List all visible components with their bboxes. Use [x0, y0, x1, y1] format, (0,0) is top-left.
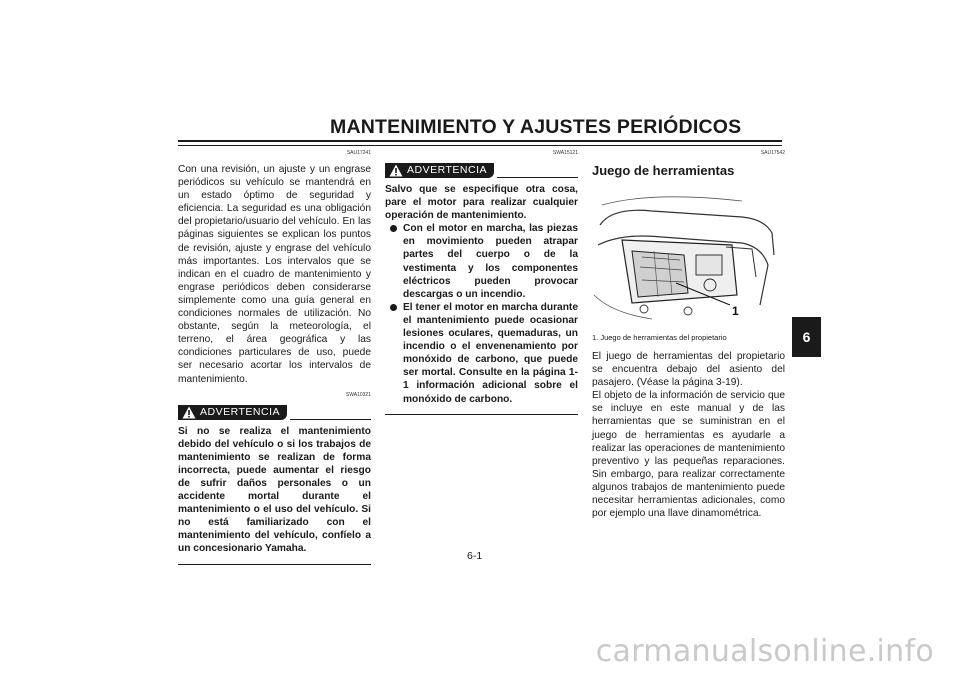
warning-badge: [178, 405, 287, 420]
section-code: SAU17542: [760, 150, 785, 156]
warning-badge: [385, 163, 494, 178]
column-3: [592, 150, 785, 520]
warning-code: SWA15121: [552, 150, 578, 156]
warning-label: ADVERTENCIA: [407, 164, 487, 176]
list-item: El tener el motor en marcha durante el mantenimiento puede ocasionar lesiones oculares, quemaduras, un incendio o el envenenamiento por monóxido de carbono, que puede ser mortal. Consulte en la página 1-1 información adicional sobre el monóxido de carbono.: [385, 301, 578, 406]
figure-callout-number: 1: [732, 304, 739, 318]
paragraph: El juego de herramientas del propietario se encuentra debajo del asiento del pasajero. (Véase la página 3-19).: [592, 351, 785, 389]
bullet-icon: [390, 225, 397, 232]
intro-paragraph: Con una revisión, un ajuste y un engrase periódicos su vehículo se mantendrá en un estado óptimo de seguridad y eficiencia. La seguridad es una obligación del propietario/usuario del vehículo. En las páginas siguientes se explican los puntos de revisión, ajuste y engrase del vehículo más importantes. Los intervalos que se indican en el cuadro de mantenimiento y engrase periódicos deben considerarse simplemente como una guía general en condiciones normales de utilización. No obstante, según la meteorología, el terreno, el área geográfica y las condiciones particulares de uso, puede ser necesario acortar los intervalos de mantenimiento.: [178, 164, 371, 385]
warning-end-rule: [178, 564, 371, 565]
warning-text: Si no se realiza el mantenimiento debido del vehículo o si los trabajos de mantenimiento se realizan de forma incorrecta, puede aumentar el riesgo de sufrir daños personales o un accidente mortal durante el mantenimiento o el uso del vehículo. Si no está familiarizado con el mantenimiento del vehículo, confíelo a un concesionario Yamaha.: [178, 425, 371, 555]
warning-header-line: [497, 177, 578, 178]
warning-triangle-icon: [182, 406, 196, 419]
chapter-tab: 6: [792, 317, 821, 357]
column-2: [385, 150, 578, 415]
figure-caption: 1. Juego de herramientas del propietario: [592, 333, 727, 342]
header-rule-thick: [178, 140, 782, 142]
warning-code: SWA10321: [345, 391, 371, 398]
paragraph: El objeto de la información de servicio que se incluye en este manual y de las herramientas que se suministran en el juego de herramientas es ayudarle a realizar las operaciones de mantenimiento preventivo y las pequeñas reparaciones. Sin embargo, para realizar correctamente algunos trabajos de mantenimiento puede necesitar herramientas adicionales, como por ejemplo una llave dinamométrica.: [592, 390, 785, 520]
page-number: 6-1: [467, 550, 483, 562]
page-title: MANTENIMIENTO Y AJUSTES PERIÓDICOS: [330, 116, 742, 138]
list-item: Con el motor en marcha, las piezas en movimiento pueden atrapar partes del cuerpo o de la vestimenta y los componentes eléctricos pueden provocar descargas o un incendio.: [385, 222, 578, 301]
section-code: SAU17241: [346, 150, 371, 156]
section-title: Juego de herramientas: [592, 163, 735, 178]
warning-bullet-list: [385, 222, 578, 405]
warning-label: ADVERTENCIA: [200, 405, 280, 418]
warning-header-line: [290, 419, 371, 420]
warning-header: [385, 163, 578, 179]
warning-intro: Salvo que se especifique otra cosa, pare el motor para realizar cualquier operación de mantenimiento.: [385, 184, 578, 222]
header-rule-thin: [178, 145, 782, 146]
warning-triangle-icon: [389, 164, 403, 177]
column-1: [178, 150, 371, 565]
toolkit-figure: [592, 185, 777, 325]
bullet-icon: [390, 304, 397, 311]
warning-header: [178, 405, 371, 421]
watermark: carmanualsonline.info: [595, 634, 934, 669]
warning-end-rule: [385, 414, 578, 415]
